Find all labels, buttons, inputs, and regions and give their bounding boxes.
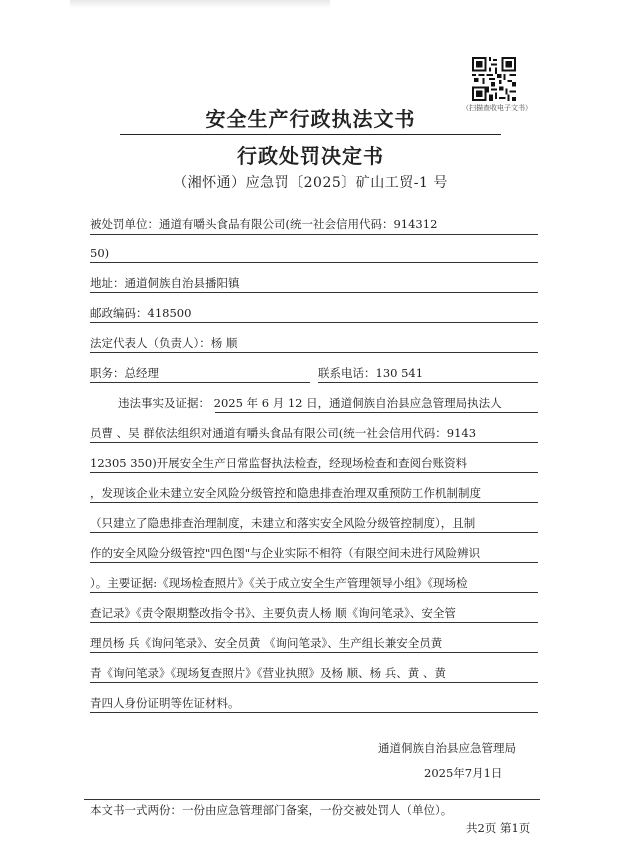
violation-facts-line: 作的安全风险分级管控"四色图"与企业实际不相符（有限空间未进行风险辨识 bbox=[90, 546, 481, 560]
title-divider bbox=[120, 134, 501, 135]
text-underline bbox=[90, 442, 538, 443]
party-field-line1: 被处罚单位：通道有嚼头食品有限公司(统一社会信用代码：914312 bbox=[90, 217, 438, 231]
postcode-field: 邮政编码：418500 bbox=[90, 306, 192, 320]
violation-facts-line: 青《询问笔录》《现场复查照片》《营业执照》及杨 顺、杨 兵、黄 、黄 bbox=[90, 666, 446, 680]
text-underline bbox=[90, 502, 538, 503]
position-field: 职务：总经理 bbox=[90, 366, 159, 380]
field-underline bbox=[90, 262, 538, 263]
party-field-line2: 50) bbox=[90, 246, 110, 260]
document-category-title: 安全生产行政执法文书 bbox=[205, 107, 416, 131]
violation-facts-line: 查记录》《责令限期整改指令书》、主要负责人杨 顺《询问笔录》、安全管 bbox=[90, 606, 456, 620]
text-underline bbox=[90, 592, 538, 593]
violation-facts-line: ）。主要证据:《现场检查照片》《关于成立安全生产管理领导小组》《现场检 bbox=[90, 576, 468, 590]
footer-divider bbox=[84, 799, 540, 800]
text-underline bbox=[90, 652, 538, 653]
field-underline bbox=[90, 382, 310, 383]
legal-representative-field: 法定代表人（负责人）：杨 顺 bbox=[90, 336, 238, 350]
copies-note: 本文书一式两份：一份由应急管理部门备案，一份交被处罚人（单位）。 bbox=[90, 803, 453, 817]
issuing-authority: 通道侗族自治县应急管理局 bbox=[378, 741, 516, 755]
issue-date: 2025年7月1日 bbox=[424, 766, 503, 780]
address-field: 地址：通道侗族自治县播阳镇 bbox=[90, 276, 240, 290]
text-underline bbox=[90, 472, 538, 473]
scan-shadow bbox=[70, 0, 330, 8]
document-title: 行政处罚决定书 bbox=[237, 144, 384, 168]
text-underline bbox=[215, 412, 538, 413]
field-underline bbox=[90, 292, 538, 293]
field-underline bbox=[90, 352, 538, 353]
qr-code-icon[interactable] bbox=[472, 57, 516, 101]
document-number: （湘怀通）应急罚〔2025〕矿山工贸-1 号 bbox=[173, 175, 448, 191]
violation-facts-line: 员曹 、吴 群依法组织对通道有嚼头食品有限公司(统一社会信用代码：9143 bbox=[90, 426, 477, 440]
text-underline bbox=[90, 562, 538, 563]
text-underline bbox=[90, 712, 538, 713]
text-underline bbox=[90, 682, 538, 683]
field-underline bbox=[90, 234, 538, 235]
field-underline bbox=[90, 322, 538, 323]
violation-facts-line: 12305 350)开展安全生产日常监督执法检查，经现场检查和查阅台账资料 bbox=[90, 456, 468, 470]
violation-facts-line: 理员杨 兵《询问笔录》、安全员黄 《询问笔录》、生产组长兼安全员黄 bbox=[90, 636, 443, 650]
page-indicator: 共2页 第1页 bbox=[466, 821, 531, 835]
text-underline bbox=[90, 532, 538, 533]
field-underline bbox=[318, 382, 538, 383]
violation-facts-line: 青四人身份证明等佐证材料。 bbox=[90, 696, 240, 710]
violation-facts-line: 违法事实及证据： 2025 年 6 月 12 日，通道侗族自治县应急管理局执法人 bbox=[118, 396, 502, 410]
violation-facts-line: （只建立了隐患排查治理制度，未建立和落实安全风险分级管控制度），且制 bbox=[90, 516, 476, 530]
violation-facts-line: ，发现该企业未建立安全风险分级管控和隐患排查治理双重预防工作机制制度 bbox=[90, 486, 481, 500]
phone-field: 联系电话：130 541 bbox=[318, 366, 424, 380]
text-underline bbox=[90, 622, 538, 623]
qr-caption: （扫描查收电子文书） bbox=[462, 104, 532, 112]
